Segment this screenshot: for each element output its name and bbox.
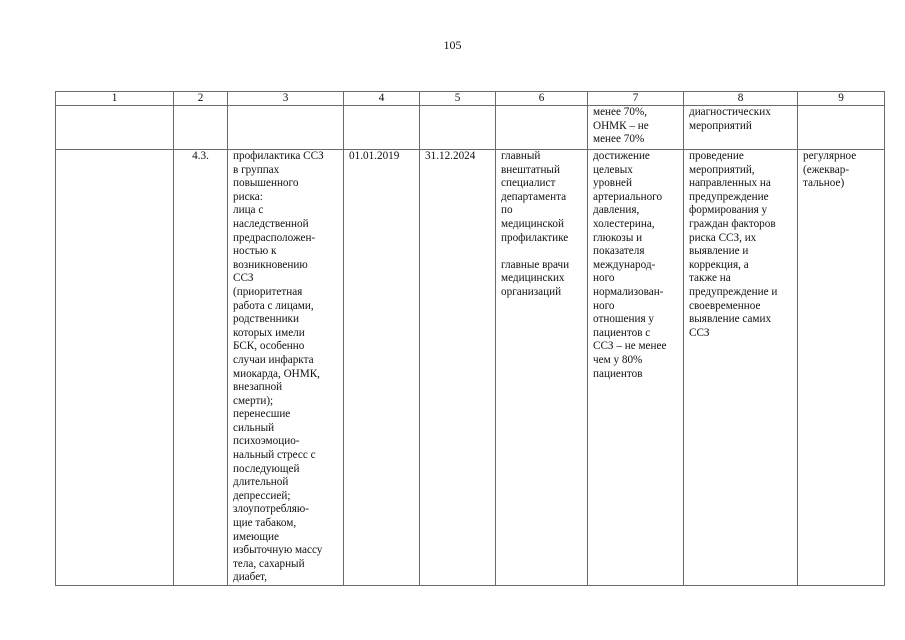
- continued-row: [56, 106, 885, 150]
- item-number: 4.3.: [174, 150, 228, 586]
- continued-cell-2: [174, 106, 228, 150]
- page-number: 105: [443, 38, 462, 52]
- continued-cell-1: [56, 106, 174, 150]
- activity-description: профилактика ССЗ в группах повышенного риска: лица с наследственной предрасположен- ностью к возникновению ССЗ (приоритетная работа с лицами, родственники которых имели БСК, особенно случаи инфаркта миокарда, ОНМК, внезапной смерти); перенесшие сильный психоэмоцио- нальный стресс с последующей длительной депрессией; злоупотребляю- щие табаком, имеющие избыточную массу тела, сахарный диабет,: [228, 150, 344, 586]
- start-date: 01.01.2019: [344, 150, 420, 586]
- continued-cell-5: [420, 106, 496, 150]
- column-number-2: 2: [174, 92, 228, 106]
- column-number-1: 1: [56, 92, 174, 106]
- continued-cell-8: диагностических мероприятий: [684, 106, 798, 150]
- column-number-9: 9: [798, 92, 885, 106]
- expected-result: проведение мероприятий, направленных на предупреждение формирования у граждан факторов риска ССЗ, их выявление и коррекция, а также на предупреждение и своевременное выявление самих ССЗ: [684, 150, 798, 586]
- continued-cell-9: [798, 106, 885, 150]
- column-number-4: 4: [344, 92, 420, 106]
- column-number-7: 7: [588, 92, 684, 106]
- target-indicator: достижение целевых уровней артериального давления, холестерина, глюкозы и показателя международ- ного нормализован- ного отношения у пациентов с ССЗ – не менее чем у 80% пациентов: [588, 150, 684, 586]
- column-number-3: 3: [228, 92, 344, 106]
- column-number-row: [56, 92, 885, 106]
- column-number-6: 6: [496, 92, 588, 106]
- end-date: 31.12.2024: [420, 150, 496, 586]
- responsible-persons: главный внештатный специалист департамента по медицинской профилактике главные врачи медицинских организаций: [496, 150, 588, 586]
- continued-cell-3: [228, 106, 344, 150]
- column-number-5: 5: [420, 92, 496, 106]
- reporting-frequency: регулярное (ежеквар- тальное): [798, 150, 885, 586]
- table-row: [56, 150, 885, 586]
- column-number-8: 8: [684, 92, 798, 106]
- plan-table: [55, 91, 885, 586]
- continued-cell-6: [496, 106, 588, 150]
- continued-cell-7: менее 70%, ОНМК – не менее 70%: [588, 106, 684, 150]
- continued-cell-4: [344, 106, 420, 150]
- row-cell-1: [56, 150, 174, 586]
